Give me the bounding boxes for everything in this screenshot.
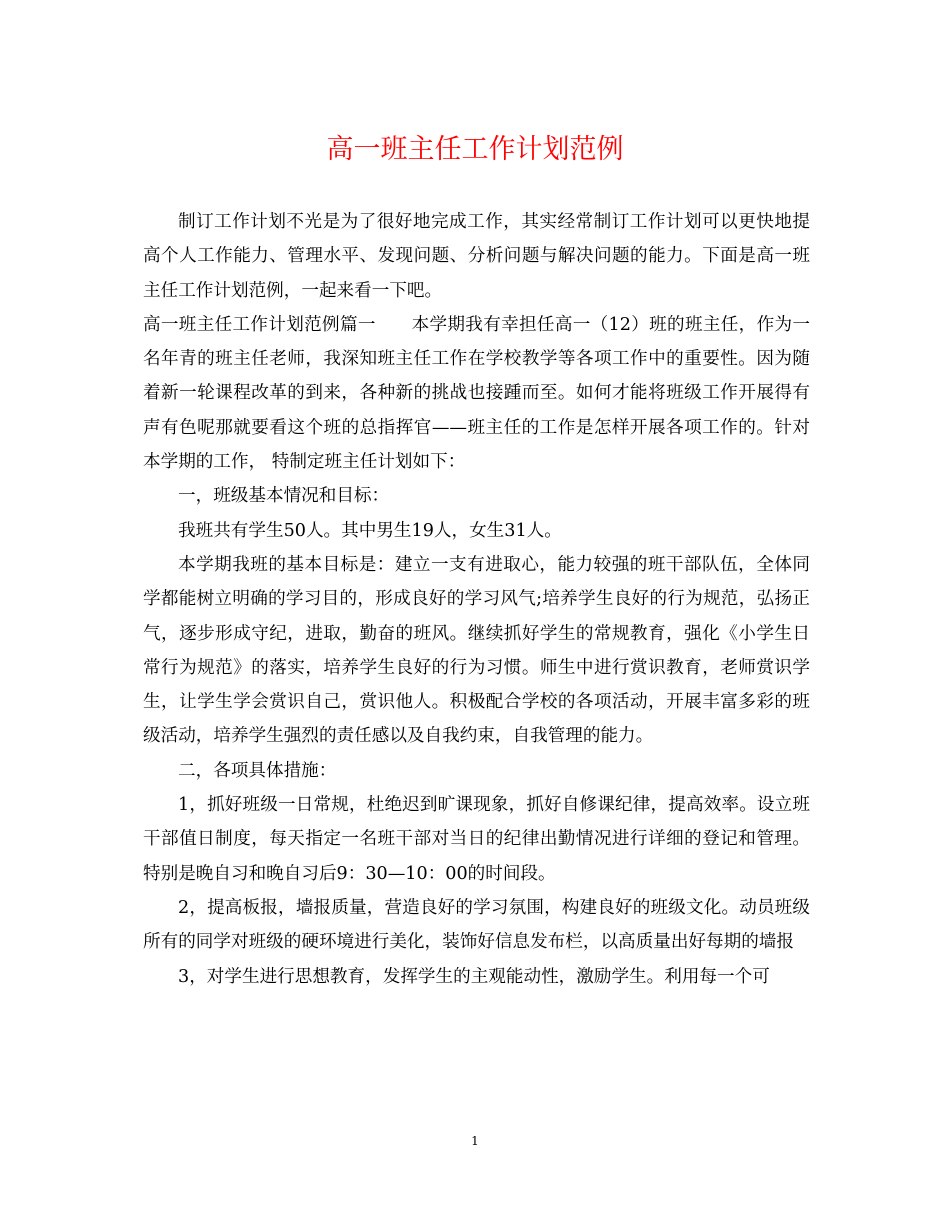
document-title: 高一班主任工作计划范例 <box>326 134 624 165</box>
paragraph-student-count: 我班共有学生50人。其中男生19人，女生31人。 <box>178 520 562 541</box>
page-number: 1 <box>471 1134 479 1148</box>
paragraph-measure-2: 2，提高板报，墙报质量，营造良好的学习氛围，构建良好的班级文化。动员班级所有的同学对班级的硬环境进行美化，装饰好信息发布栏，以高质量出好每期的墙报 <box>143 897 810 953</box>
paragraph-section-one-intro: 高一班主任工作计划范例篇一 本学期我有幸担任高一（12）班的班主任，作为一名年青的班主任老师，我深知班主任工作在学校教学等各项工作中的重要性。因为随着新一轮课程改革的到来，各种新的挑战也接踵而至。如何才能将班级工作开展得有声有色呢那就要看这个班的总指挥官——班主任的工作是怎样开展各项工作的。针对本学期的工作， 特制定班主任计划如下： <box>143 314 810 473</box>
heading-measures: 二，各项具体措施： <box>178 760 337 781</box>
heading-class-situation: 一，班级基本情况和目标： <box>178 486 390 507</box>
paragraph-goals: 本学期我班的基本目标是：建立一支有进取心，能力较强的班干部队伍，全体同学都能树立明确的学习目的，形成良好的学习风气;培养学生良好的行为规范，弘扬正气，逐步形成守纪，进取，勤奋的班风。继续抓好学生的常规教育，强化《小学生日常行为规范》的落实，培养学生良好的行为习惯。师生中进行赏识教育，老师赏识学生，让学生学会赏识自己，赏识他人。积极配合学校的各项活动，开展丰富多彩的班级活动，培养学生强烈的责任感以及自我约束，自我管理的能力。 <box>143 554 810 747</box>
document-body <box>143 205 810 994</box>
paragraph-measure-3: 3，对学生进行思想教育，发挥学生的主观能动性，激励学生。利用每一个可 <box>178 966 770 987</box>
paragraph-intro: 制订工作计划不光是为了很好地完成工作，其实经常制订工作计划可以更快地提高个人工作能力、管理水平、发现问题、分析问题与解决问题的能力。下面是高一班主任工作计划范例，一起来看一下吧。 <box>143 212 810 301</box>
paragraph-measure-1: 1，抓好班级一日常规，杜绝迟到旷课现象，抓好自修课纪律，提高效率。设立班干部值日制度，每天指定一名班干部对当日的纪律出勤情况进行详细的登记和管理。特别是晚自习和晚自习后9：30—10：00的时间段。 <box>143 795 810 884</box>
